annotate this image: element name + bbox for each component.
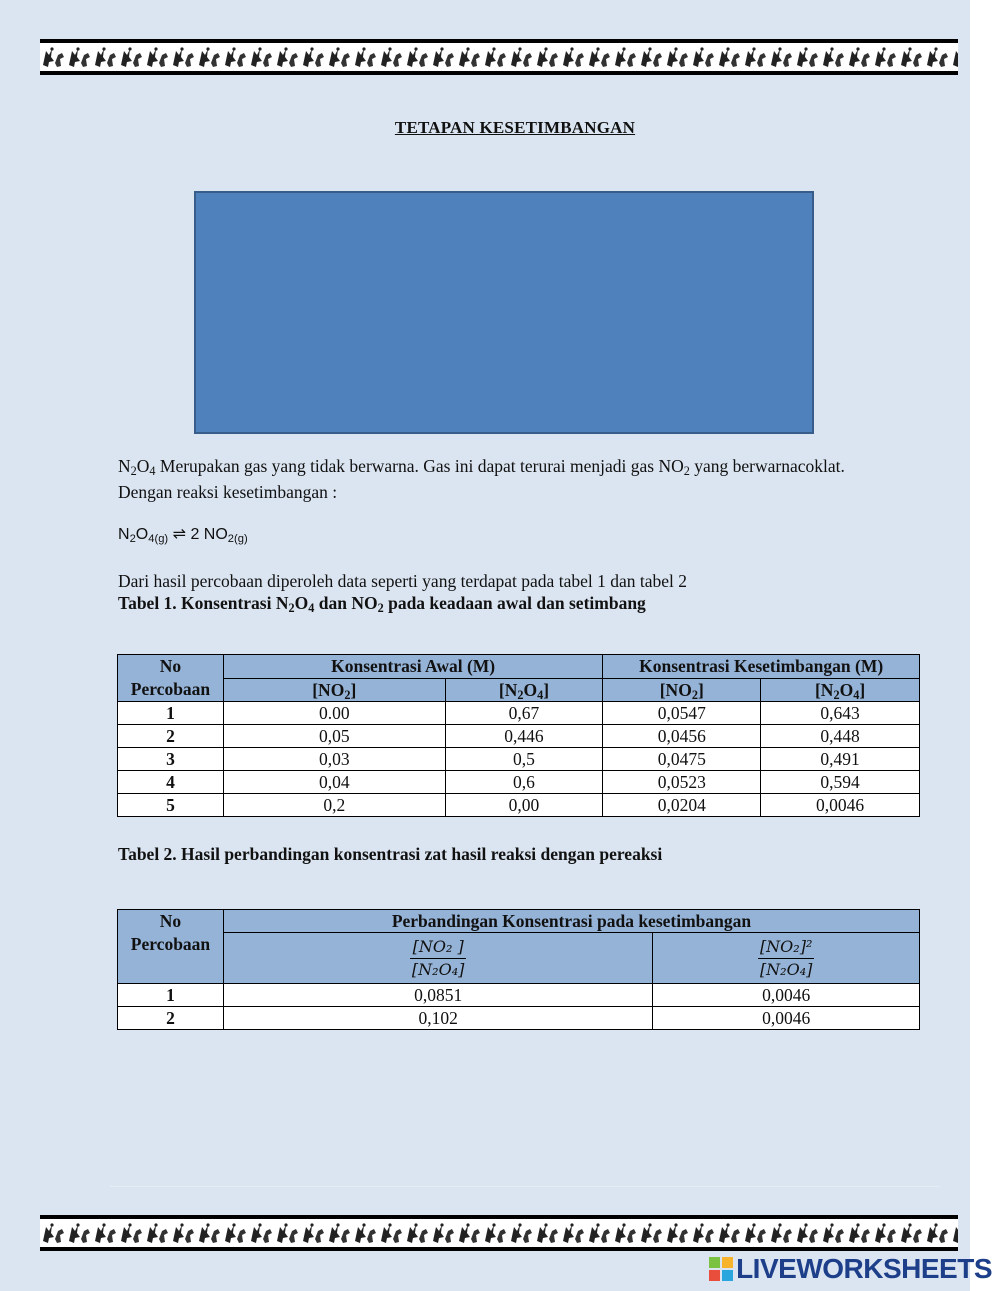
decorative-border-top bbox=[40, 39, 958, 75]
table2-header-no: No Percobaan bbox=[118, 910, 224, 984]
divider bbox=[110, 1186, 940, 1187]
table1-header-awal: Konsentrasi Awal (M) bbox=[223, 655, 602, 679]
decorative-border-bottom bbox=[40, 1215, 958, 1251]
table1-col-set-n2o4: $[N_2O_4]$ bbox=[761, 678, 920, 702]
intro-paragraph: $N_2O_4$ Merupakan gas yang tidak berwarna. Gas ini dapat terurai menjadi gas $NO_2$ yang berwarnacoklat. Dengan reaksi kesetimbangan : bbox=[118, 456, 845, 502]
table1-header-no: No Percobaan bbox=[118, 655, 224, 702]
table-row: 2 0,05 0,446 0,0456 0,448 bbox=[118, 725, 920, 748]
table-row: 1 0.00 0,67 0,0547 0,643 bbox=[118, 702, 920, 725]
table-row: 4 0,04 0,6 0,0523 0,594 bbox=[118, 771, 920, 794]
table1-header-setimbang: Konsentrasi Kesetimbangan (M) bbox=[603, 655, 920, 679]
table2-ratios bbox=[117, 909, 920, 1030]
liveworksheets-icon bbox=[708, 1256, 734, 1282]
table1-col-awal-n2o4: $[N_2O_4]$ bbox=[445, 678, 603, 702]
table-row: 5 0,2 0,00 0,0204 0,0046 bbox=[118, 794, 920, 817]
fraction-no2-over-n2o4: $\frac{\text{[NO₂ ]}}{\text{[N₂O₄]}}$ bbox=[411, 936, 465, 979]
fraction-no2sq-over-n2o4: $\frac{\text{[NO₂]²}}{\text{[N₂O₄]}}$ bbox=[759, 936, 813, 979]
answer-box[interactable] bbox=[194, 191, 814, 434]
table1-col-set-no2: $[NO_2]$ bbox=[603, 678, 761, 702]
page-title: TETAPAN KESETIMBANGAN bbox=[394, 118, 636, 137]
table2-col-ratio2 bbox=[653, 933, 920, 984]
table-row: 3 0,03 0,5 0,0475 0,491 bbox=[118, 748, 920, 771]
table2-header-group: Perbandingan Konsentrasi pada kesetimbangan bbox=[223, 910, 919, 933]
table2-caption: Tabel 2. Hasil perbandingan konsentrasi zat hasil reaksi dengan pereaksi bbox=[118, 844, 663, 864]
table1-col-awal-no2: $[NO_2]$ bbox=[223, 678, 445, 702]
logo-text: LIVEWORKSHEETS bbox=[736, 1253, 992, 1284]
table-row: 2 0,102 0,0046 bbox=[118, 1007, 920, 1030]
liveworksheets-logo[interactable] bbox=[708, 1253, 992, 1285]
reaction-equation: $N_2O_{4(g)}$ ⇌ 2 $NO_{2(g)}$ bbox=[118, 526, 248, 545]
equilibrium-arrow: ⇌ bbox=[168, 526, 191, 543]
table2-col-ratio1 bbox=[223, 933, 652, 984]
table1-concentrations bbox=[117, 654, 920, 817]
source-text: Dari hasil percobaan diperoleh data seperti yang terdapat pada tabel 1 dan tabel 2 bbox=[118, 571, 687, 591]
table1-caption: Tabel 1. Konsentrasi $N_2O_4$ dan $NO_2$ pada keadaan awal dan setimbang bbox=[118, 593, 646, 616]
table-row: 1 0,0851 0,0046 bbox=[118, 984, 920, 1007]
